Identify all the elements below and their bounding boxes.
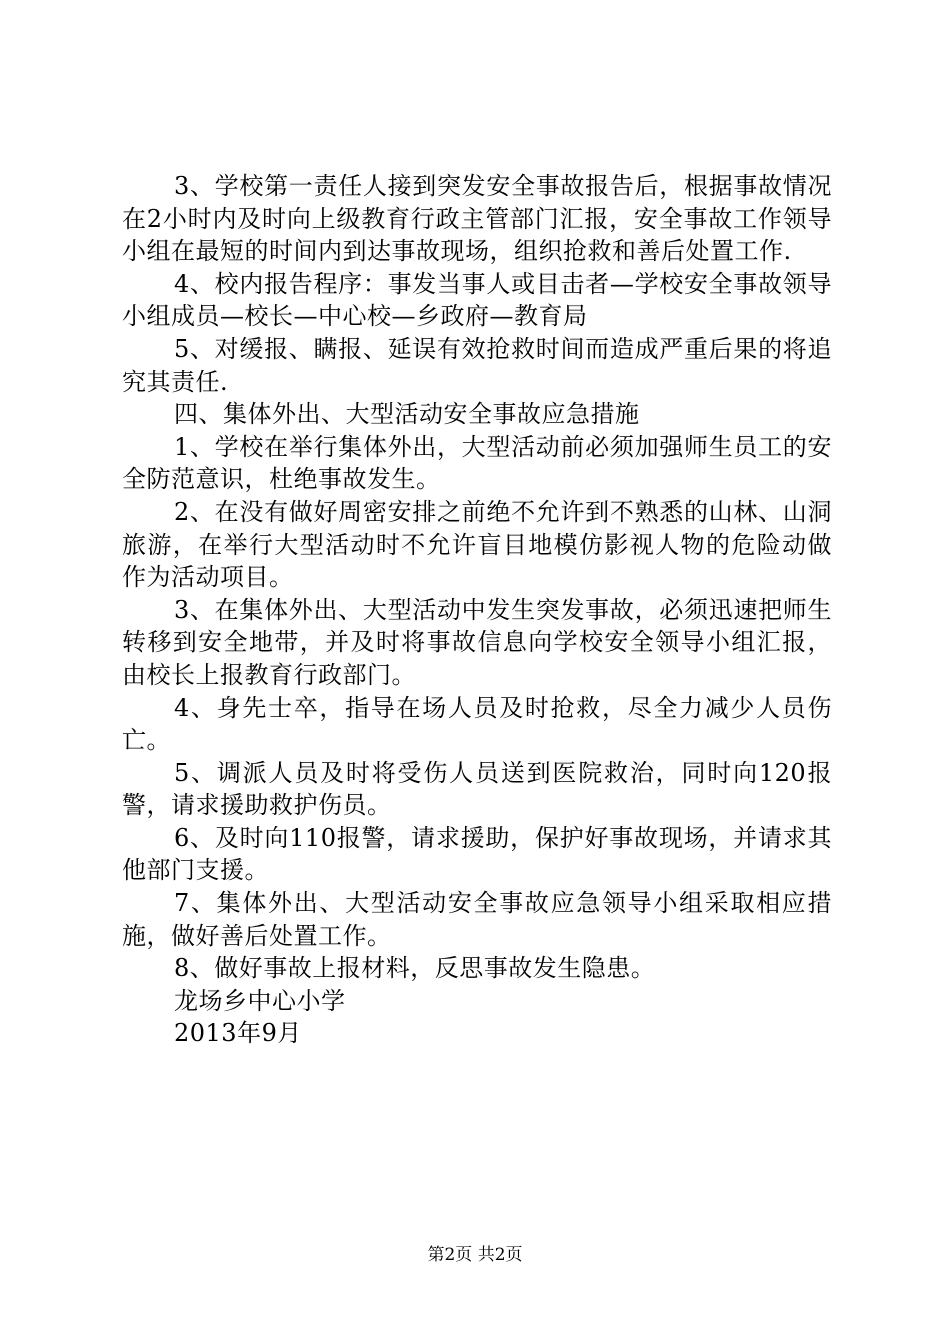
section-heading: 四、集体外出、大型活动安全事故应急措施	[174, 400, 640, 429]
paragraph-10: 6、及时向110报警，请求援助，保护好事故现场，并请求其他部门支援。	[122, 823, 832, 885]
page-footer: 第2页 共2页	[427, 1245, 523, 1265]
signature-date: 2013年9月	[174, 1019, 302, 1048]
signature-organization: 龙场乡中心小学	[174, 986, 346, 1015]
paragraph-12: 8、做好事故上报材料，反思事故发生隐患。	[174, 954, 656, 983]
paragraph-11: 7、集体外出、大型活动安全事故应急领导小组采取相应措施，做好善后处置工作。	[122, 889, 832, 950]
paragraph-1: 3、学校第一责任人接到突发安全事故报告后，根据事故情况在2小时内及时向上级教育行政主管部门汇报，安全事故工作领导小组在最短的时间内到达事故现场，组织抢救和善后处置工作.	[122, 172, 832, 266]
paragraph-9: 5、调派人员及时将受伤人员送到医院救治，同时向120报警，请求援助救护伤员。	[122, 758, 832, 820]
paragraph-7: 3、在集体外出、大型活动中发生突发事故，必须迅速把师生转移到安全地带，并及时将事故信息向学校安全领导小组汇报，由校长上报教育行政部门。	[122, 595, 832, 689]
paragraph-8: 4、身先士卒，指导在场人员及时抢救，尽全力减少人员伤亡。	[122, 693, 832, 755]
paragraph-6: 2、在没有做好周密安排之前绝不允许到不熟悉的山林、山洞旅游，在举行大型活动时不允许盲目地模仿影视人物的危险动做作为活动项目。	[122, 497, 832, 592]
paragraph-3: 5、对缓报、瞒报、延误有效抢救时间而造成严重后果的将追究其责任.	[122, 334, 832, 396]
paragraph-5: 1、学校在举行集体外出，大型活动前必须加强师生员工的安全防范意识，杜绝事故发生。	[122, 432, 832, 494]
document-body	[122, 170, 832, 1050]
paragraph-2: 4、校内报告程序：事发当事人或目击者—学校安全事故领导小组成员—校长—中心校—乡政府—教育局	[122, 269, 832, 331]
